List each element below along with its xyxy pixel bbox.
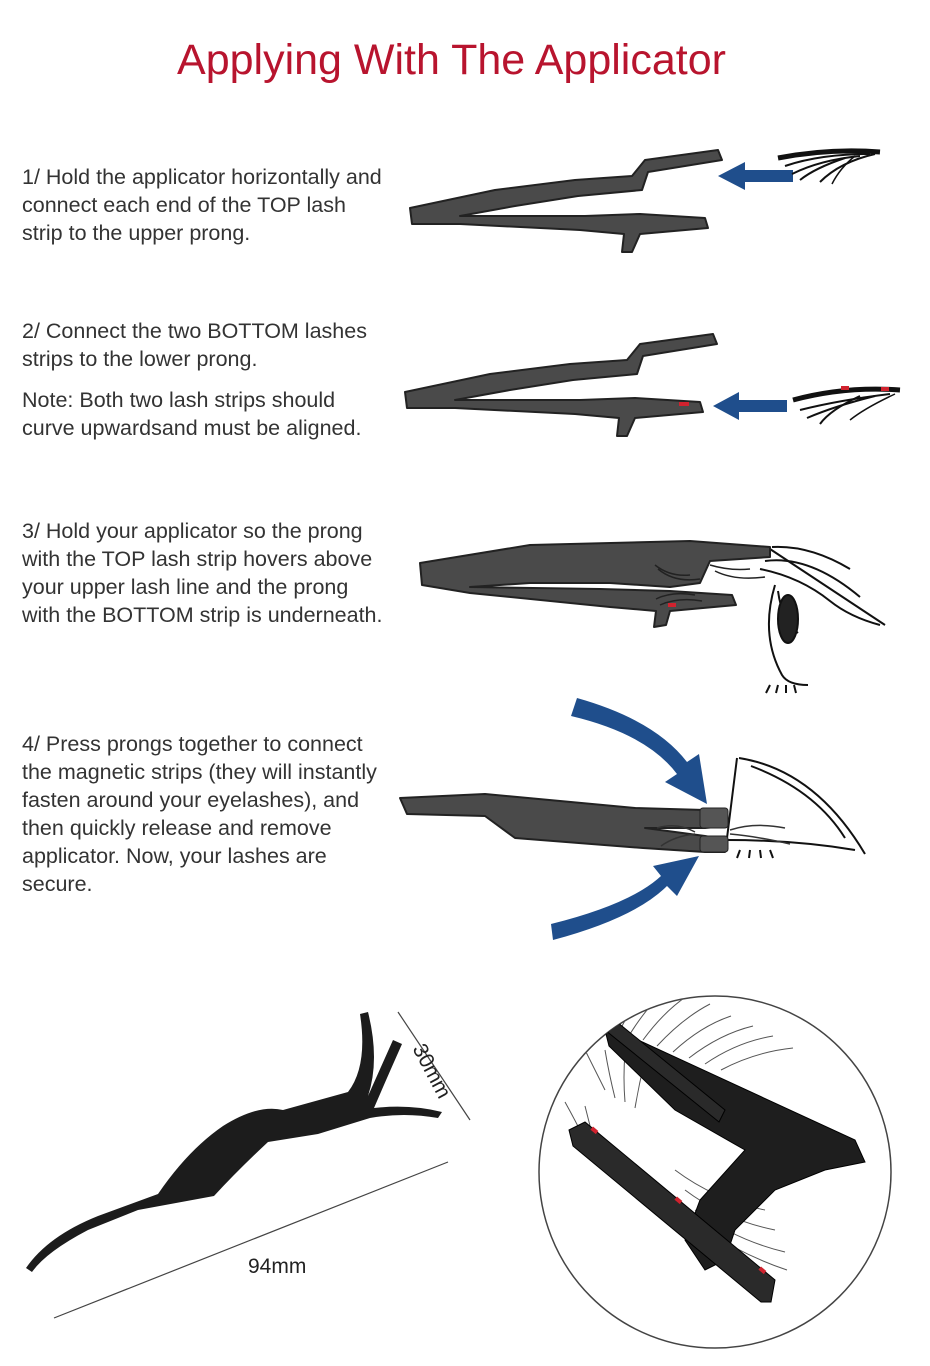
length-dimension: 94mm: [248, 1255, 307, 1278]
step-1-text: 1/ Hold the applicator horizontally and connect each end of the TOP lash strip to the upper prong.: [22, 165, 382, 245]
step-2-illustration: [395, 320, 905, 450]
dimension-line-94mm: [54, 1162, 448, 1318]
step-3-illustration: [410, 525, 890, 695]
arrow-down-right-icon: [571, 698, 707, 804]
applicator-icon: [405, 334, 717, 436]
eye-icon: [727, 758, 865, 858]
applicator-icon: [26, 1012, 442, 1272]
step-3: [22, 517, 392, 629]
step-2-note: Note: Both two lash strips should curve upwardsand must be aligned.: [22, 388, 362, 440]
lash-strip-icon: [793, 386, 900, 424]
step-4-illustration: [395, 690, 895, 950]
step-3-text: 3/ Hold your applicator so the prong with the TOP lash strip hovers above your upper lash line and the prong with the BOTTOM strip is underneath.: [22, 519, 383, 627]
applicator-icon: [400, 794, 728, 852]
step-2-text: 2/ Connect the two BOTTOM lashes strips to the lower prong.: [22, 319, 367, 371]
step-2: [22, 317, 392, 442]
closeup-illustration: [525, 990, 905, 1360]
lash-strip-icon: [778, 151, 880, 184]
arrow-up-right-icon: [551, 856, 699, 940]
width-dimension: 30mm: [407, 1040, 456, 1103]
page-title: Applying With The Applicator: [177, 36, 726, 84]
applicator-dimensions-illustration: [18, 1000, 508, 1340]
eye-icon: [760, 547, 885, 693]
step-4-text: 4/ Press prongs together to connect the magnetic strips (they will instantly fasten around your eyelashes), and then quickly release and remove applicator. Now, your lashes are secure.: [22, 732, 377, 896]
step-4: [22, 730, 392, 898]
applicator-icon: [420, 541, 770, 627]
step-1: [22, 163, 392, 247]
step-1-illustration: [400, 140, 900, 270]
applicator-icon: [410, 150, 722, 252]
arrow-left-icon: [713, 392, 787, 420]
closeup-circle: [539, 996, 891, 1348]
arrow-left-icon: [718, 162, 793, 190]
